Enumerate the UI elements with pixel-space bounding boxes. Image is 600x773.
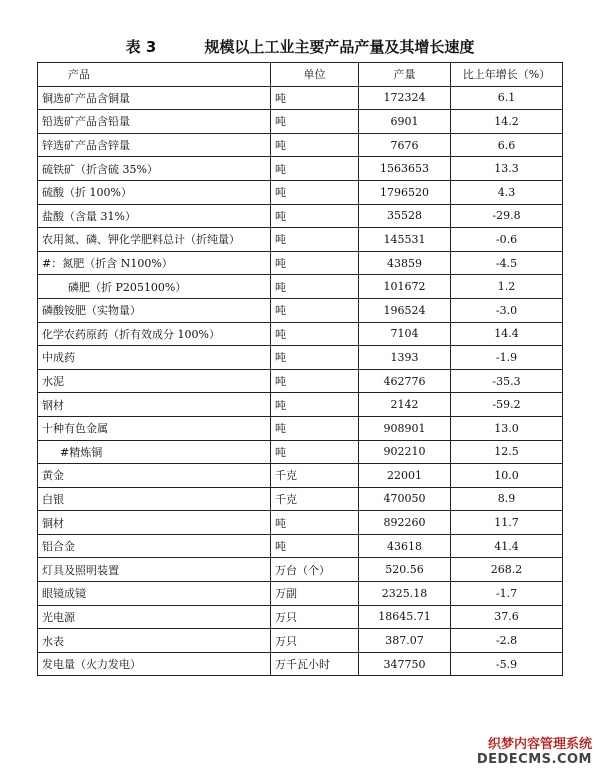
product-growth: -2.8 [451, 629, 563, 653]
product-name: 磷肥（折 P205100%） [38, 275, 271, 299]
product-name: 水泥 [38, 369, 271, 393]
product-output: 145531 [359, 228, 451, 252]
product-unit: 吨 [271, 346, 359, 370]
product-unit: 万只 [271, 629, 359, 653]
product-name: 盐酸（含量 31%） [38, 204, 271, 228]
product-output: 6901 [359, 110, 451, 134]
product-unit: 吨 [271, 416, 359, 440]
product-growth: 8.9 [451, 487, 563, 511]
table-row [38, 652, 563, 676]
table-row [38, 86, 563, 110]
table-title [0, 36, 600, 57]
product-output: 196524 [359, 298, 451, 322]
product-name: 铝合金 [38, 534, 271, 558]
product-unit: 吨 [271, 393, 359, 417]
header-output: 产量 [359, 63, 451, 87]
product-output: 387.07 [359, 629, 451, 653]
watermark-title: 织梦内容管理系统 [487, 737, 592, 752]
product-name: 发电量（火力发电） [38, 652, 271, 676]
product-name: 灯具及照明装置 [38, 558, 271, 582]
product-unit: 吨 [271, 322, 359, 346]
product-output: 1796520 [359, 180, 451, 204]
product-growth: -1.7 [451, 582, 563, 606]
product-name: 眼镜成镜 [38, 582, 271, 606]
product-output: 902210 [359, 440, 451, 464]
table-row [38, 322, 563, 346]
product-growth: 14.4 [451, 322, 563, 346]
product-name: 水表 [38, 629, 271, 653]
product-growth: -35.3 [451, 369, 563, 393]
product-name: #精炼铜 [38, 440, 271, 464]
header-row [38, 63, 563, 87]
header-unit: 单位 [271, 63, 359, 87]
product-name: 铜选矿产品含铜量 [38, 86, 271, 110]
product-unit: 吨 [271, 204, 359, 228]
table-row [38, 582, 563, 606]
table-number: 表 3 [125, 38, 157, 56]
product-growth: -3.0 [451, 298, 563, 322]
watermark-domain: DEDECMS.COM [476, 752, 592, 767]
product-unit: 吨 [271, 275, 359, 299]
product-unit: 万千瓦小时 [271, 652, 359, 676]
product-name: #：氮肥（折含 N100%） [38, 251, 271, 275]
product-growth: 41.4 [451, 534, 563, 558]
product-growth: 268.2 [451, 558, 563, 582]
product-unit: 千克 [271, 464, 359, 488]
table-row [38, 464, 563, 488]
product-growth: -5.9 [451, 652, 563, 676]
product-output: 101672 [359, 275, 451, 299]
product-unit: 千克 [271, 487, 359, 511]
product-unit: 吨 [271, 534, 359, 558]
table-row [38, 629, 563, 653]
product-output: 1393 [359, 346, 451, 370]
product-growth: -29.8 [451, 204, 563, 228]
product-growth: 4.3 [451, 180, 563, 204]
product-output: 43859 [359, 251, 451, 275]
product-growth: 14.2 [451, 110, 563, 134]
table-row [38, 558, 563, 582]
product-name: 化学农药原药（折有效成分 100%） [38, 322, 271, 346]
product-unit: 吨 [271, 157, 359, 181]
table-row [38, 511, 563, 535]
table-row [38, 275, 563, 299]
product-name: 中成药 [38, 346, 271, 370]
product-output: 347750 [359, 652, 451, 676]
product-growth: -59.2 [451, 393, 563, 417]
product-growth: 6.6 [451, 133, 563, 157]
product-unit: 吨 [271, 180, 359, 204]
product-output: 520.56 [359, 558, 451, 582]
product-name: 白银 [38, 487, 271, 511]
product-name: 硫铁矿（折含硫 35%） [38, 157, 271, 181]
product-name: 农用氮、磷、钾化学肥料总计（折纯量） [38, 228, 271, 252]
product-name: 锌选矿产品含锌量 [38, 133, 271, 157]
product-output: 18645.71 [359, 605, 451, 629]
product-output: 462776 [359, 369, 451, 393]
table-title-text: 规模以上工业主要产品产量及其增长速度 [204, 38, 475, 56]
product-growth: -0.6 [451, 228, 563, 252]
product-unit: 吨 [271, 511, 359, 535]
watermark [477, 733, 592, 767]
table-row [38, 346, 563, 370]
product-growth: -1.9 [451, 346, 563, 370]
product-output: 470050 [359, 487, 451, 511]
product-growth: 1.2 [451, 275, 563, 299]
product-name: 硫酸（折 100%） [38, 180, 271, 204]
table-row [38, 228, 563, 252]
product-unit: 吨 [271, 133, 359, 157]
product-output: 43618 [359, 534, 451, 558]
table-row [38, 298, 563, 322]
product-output: 22001 [359, 464, 451, 488]
product-output-table [37, 62, 563, 676]
product-unit: 吨 [271, 110, 359, 134]
product-name: 钢材 [38, 393, 271, 417]
product-growth: 11.7 [451, 511, 563, 535]
product-growth: 13.3 [451, 157, 563, 181]
product-name: 黄金 [38, 464, 271, 488]
product-unit: 万只 [271, 605, 359, 629]
table-row [38, 133, 563, 157]
product-output: 7676 [359, 133, 451, 157]
product-unit: 万副 [271, 582, 359, 606]
product-growth: 13.0 [451, 416, 563, 440]
table-row [38, 605, 563, 629]
table-row [38, 369, 563, 393]
product-unit: 万台（个） [271, 558, 359, 582]
table-row [38, 110, 563, 134]
table-row [38, 534, 563, 558]
header-product: 产品 [38, 63, 271, 87]
product-output: 2142 [359, 393, 451, 417]
product-growth: 37.6 [451, 605, 563, 629]
product-growth: -4.5 [451, 251, 563, 275]
product-growth: 12.5 [451, 440, 563, 464]
product-unit: 吨 [271, 251, 359, 275]
product-name: 十种有色金属 [38, 416, 271, 440]
header-growth: 比上年增长（%） [451, 63, 563, 87]
product-unit: 吨 [271, 298, 359, 322]
product-growth: 6.1 [451, 86, 563, 110]
product-unit: 吨 [271, 369, 359, 393]
table-row [38, 440, 563, 464]
product-name: 铜材 [38, 511, 271, 535]
product-growth: 10.0 [451, 464, 563, 488]
product-unit: 吨 [271, 228, 359, 252]
product-name: 磷酸铵肥（实物量） [38, 298, 271, 322]
table-row [38, 416, 563, 440]
table-row [38, 487, 563, 511]
product-output: 2325.18 [359, 582, 451, 606]
product-unit: 吨 [271, 440, 359, 464]
product-output: 892260 [359, 511, 451, 535]
table-row [38, 251, 563, 275]
product-output: 172324 [359, 86, 451, 110]
product-output: 1563653 [359, 157, 451, 181]
table-row [38, 393, 563, 417]
product-name: 光电源 [38, 605, 271, 629]
product-output: 35528 [359, 204, 451, 228]
table-row [38, 157, 563, 181]
table-row [38, 180, 563, 204]
product-output: 7104 [359, 322, 451, 346]
product-output: 908901 [359, 416, 451, 440]
table-row [38, 204, 563, 228]
product-unit: 吨 [271, 86, 359, 110]
product-name: 铅选矿产品含铅量 [38, 110, 271, 134]
